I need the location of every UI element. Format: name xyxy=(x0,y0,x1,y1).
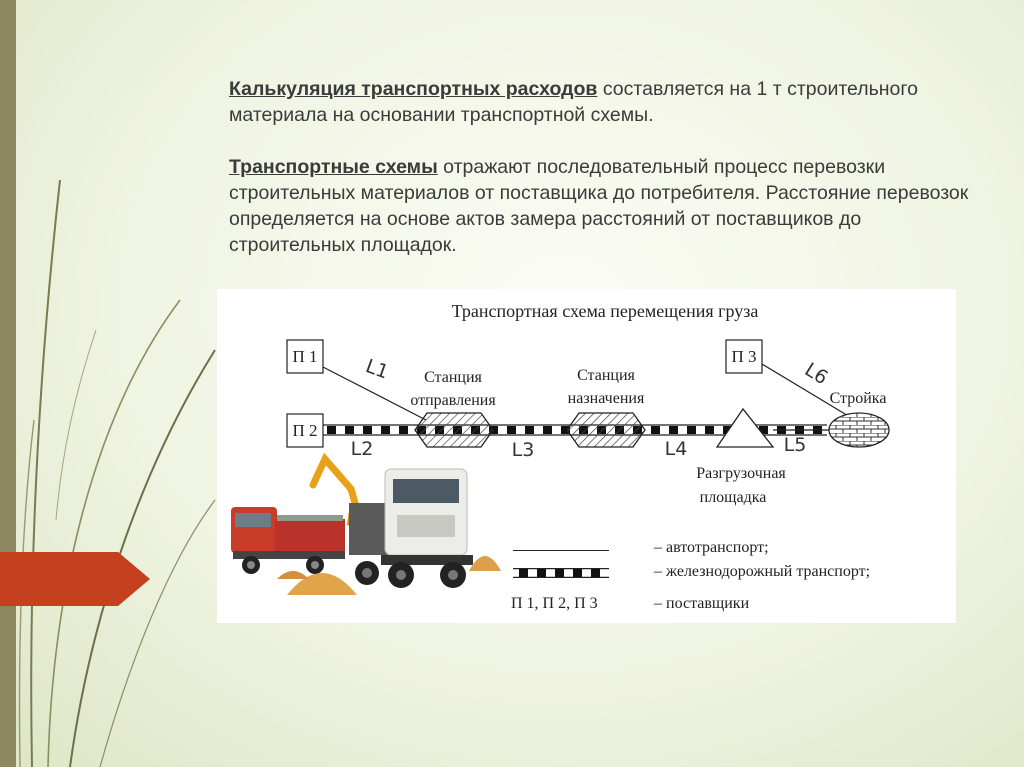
destination-label-line1: Станция xyxy=(577,367,635,384)
unloading-label-line2: площадка xyxy=(699,489,767,506)
legend-rail-sample xyxy=(513,568,609,578)
slide-text xyxy=(229,76,989,284)
destination-label-line2: назначения xyxy=(567,390,645,407)
slide-marker-arrow xyxy=(0,552,150,606)
term-transport-costs: Калькуляция транспортных расходов xyxy=(229,78,598,100)
edge-label-l5: L5 xyxy=(783,434,807,456)
paragraph-calculation xyxy=(229,76,989,128)
term-transport-schemes: Транспортные схемы xyxy=(229,156,438,178)
legend-rail-label: – железнодорожный транспорт; xyxy=(654,563,871,580)
departure-station-shape xyxy=(415,413,493,447)
transport-scheme-diagram xyxy=(217,289,956,623)
diagram-title: Транспортная схема перемещения груза xyxy=(451,301,759,321)
node-label-p1: П 1 xyxy=(292,347,318,366)
decorative-grass-lines xyxy=(0,0,220,767)
node-label-p2: П 2 xyxy=(292,421,318,440)
legend-suppliers-key: П 1, П 2, П 3 xyxy=(511,595,598,612)
paragraph-calculation-text: составляется на 1 т строительного материала на основании транспортной схемы. xyxy=(229,78,918,126)
legend-road-sample xyxy=(513,550,609,551)
edge-label-l4: L4 xyxy=(664,438,688,460)
edge-label-l6: L6 xyxy=(800,358,832,390)
departure-label-line2: отправления xyxy=(410,392,496,409)
construction-site-shape xyxy=(829,413,889,447)
legend-suppliers-label: – поставщики xyxy=(654,595,750,612)
paragraph-schemes xyxy=(229,154,989,258)
unloading-label-line1: Разгрузочная xyxy=(696,465,786,482)
site-label: Стройка xyxy=(829,390,887,407)
paragraph-schemes-text: отражают последовательный процесс перевозки строительных материалов от поставщика до потребителя. Расстояние перевозок определяется на основе актов замера расстояний от поставщиков до строительных площадок. xyxy=(229,156,969,256)
edge-label-l1: L1 xyxy=(362,355,392,384)
edge-label-l2: L2 xyxy=(350,438,374,460)
legend-road-label: – автотранспорт; xyxy=(654,539,769,556)
departure-label-line1: Станция xyxy=(424,369,482,386)
node-label-p3: П 3 xyxy=(731,347,757,366)
edge-label-l3: L3 xyxy=(511,439,535,461)
destination-station-shape xyxy=(567,413,645,447)
trucks-illustration xyxy=(231,459,501,595)
